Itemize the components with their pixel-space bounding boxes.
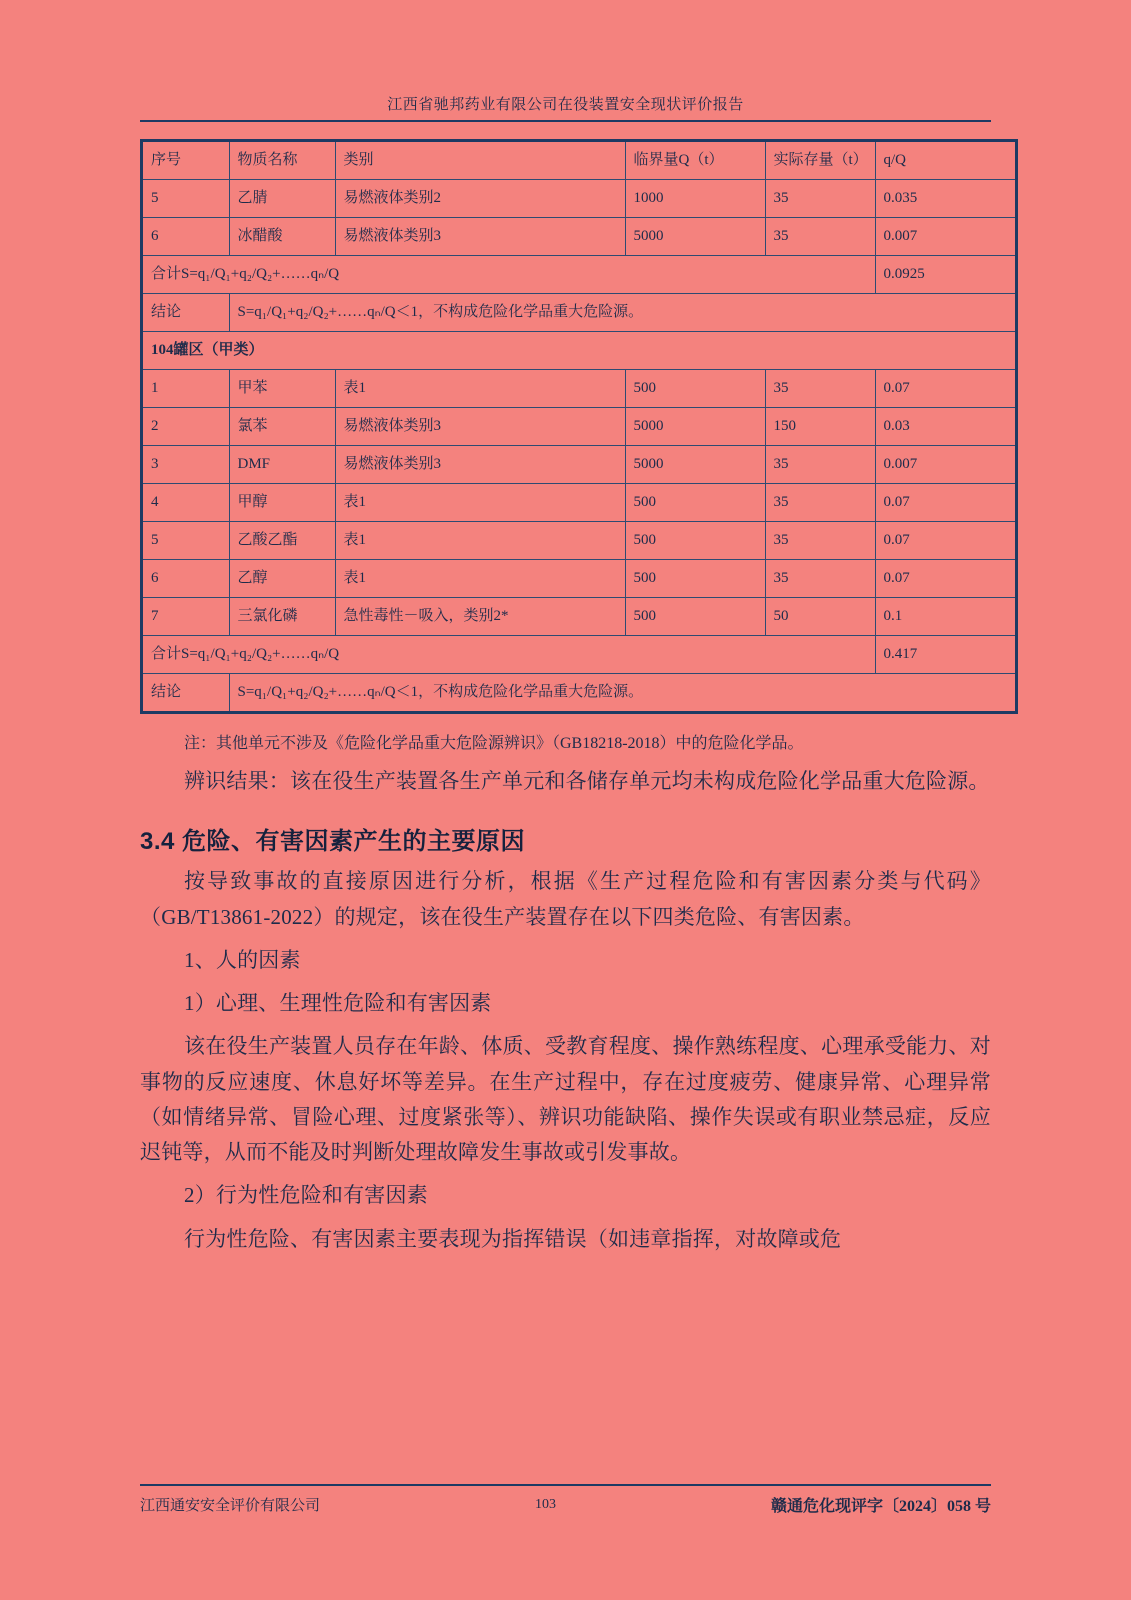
cell-threshold: 500 [625,370,765,408]
cell-conclusion-label: 结论 [143,294,229,332]
cell-substance: 氯苯 [229,408,335,446]
table-row [143,446,1015,484]
cell-ratio: 0.007 [875,218,1015,256]
cell-substance: 三氯化磷 [229,598,335,636]
table-row [143,560,1015,598]
cell-threshold: 500 [625,598,765,636]
cell-ratio: 0.035 [875,180,1015,218]
cell-ratio: 0.07 [875,484,1015,522]
cell-actual: 35 [765,522,875,560]
page-header [140,0,991,122]
cell-ratio: 0.007 [875,446,1015,484]
cell-ratio: 0.07 [875,560,1015,598]
cell-substance: 乙腈 [229,180,335,218]
cell-threshold: 500 [625,560,765,598]
table-conclusion-row [143,294,1015,332]
cell-sum-label: 合计S=q₁/Q₁+q₂/Q₂+……qₙ/Q [143,256,875,294]
paragraph-1: 按导致事故的直接原因进行分析，根据《生产过程危险和有害因素分类与代码》（GB/T13861-2022）的规定，该在役生产装置存在以下四类危险、有害因素。 [140,869,991,929]
cell-threshold: 1000 [625,180,765,218]
table-row [143,522,1015,560]
cell-index: 1 [143,370,229,408]
cell-threshold: 500 [625,484,765,522]
column-header: 类别 [335,142,625,180]
footer-company: 江西通安安全评价有限公司 [140,1498,321,1514]
cell-section-title: 104罐区（甲类） [143,332,1015,370]
table-header-row [143,142,1015,180]
cell-category: 易燃液体类别3 [335,408,625,446]
table-sum-row [143,256,1015,294]
cell-index: 6 [143,218,229,256]
cell-substance: 乙醇 [229,560,335,598]
cell-category: 急性毒性－吸入，类别2* [335,598,625,636]
cell-substance: 冰醋酸 [229,218,335,256]
cell-ratio: 0.07 [875,370,1015,408]
table-row [143,598,1015,636]
cell-category: 易燃液体类别2 [335,180,625,218]
column-header: 临界量Q（t） [625,142,765,180]
cell-actual: 35 [765,180,875,218]
hazard-table [143,142,1015,711]
footer-document-number: 赣通危化现评字〔2024〕058 号 [770,1498,991,1515]
cell-index: 5 [143,522,229,560]
cell-category: 表1 [335,370,625,408]
cell-ratio: 0.1 [875,598,1015,636]
cell-actual: 35 [765,560,875,598]
cell-ratio: 0.07 [875,522,1015,560]
paragraph-4: 该在役生产装置人员存在年龄、体质、受教育程度、操作熟练程度、心理承受能力、对事物的反应速度、休息好坏等差异。在生产过程中，存在过度疲劳、健康异常、心理异常（如情绪异常、冒险心理、过度紧张等）、辨识功能缺陷、操作失误或有职业禁忌症，反应迟钝等，从而不能及时判断处理故障发生事故或引发事故。 [140,1034,991,1165]
cell-actual: 35 [765,218,875,256]
cell-conclusion-label: 结论 [143,674,229,712]
table-sum-row [143,636,1015,674]
column-header: q/Q [875,142,1015,180]
table-row [143,484,1015,522]
table-row [143,370,1015,408]
paragraph-2: 1、人的因素 [184,947,301,972]
cell-sum-value: 0.417 [875,636,1015,674]
cell-index: 3 [143,446,229,484]
cell-category: 表1 [335,560,625,598]
table-row [143,180,1015,218]
cell-threshold: 500 [625,522,765,560]
cell-substance: 乙酸乙酯 [229,522,335,560]
cell-ratio: 0.03 [875,408,1015,446]
cell-actual: 35 [765,370,875,408]
cell-threshold: 5000 [625,408,765,446]
table-row [143,218,1015,256]
cell-substance: 甲苯 [229,370,335,408]
cell-sum-value: 0.0925 [875,256,1015,294]
cell-threshold: 5000 [625,446,765,484]
column-header: 序号 [143,142,229,180]
table-section-row [143,332,1015,370]
cell-index: 2 [143,408,229,446]
header-title: 江西省驰邦药业有限公司在役装置安全现状评价报告 [387,97,744,113]
cell-actual: 50 [765,598,875,636]
cell-index: 5 [143,180,229,218]
paragraph-6: 行为性危险、有害因素主要表现为指挥错误（如违章指挥，对故障或危 [184,1226,842,1251]
page-footer [140,1484,991,1516]
cell-index: 4 [143,484,229,522]
cell-category: 易燃液体类别3 [335,218,625,256]
hazard-table-wrapper [140,139,1018,714]
cell-index: 7 [143,598,229,636]
cell-category: 表1 [335,522,625,560]
cell-actual: 35 [765,446,875,484]
table-row [143,408,1015,446]
section-heading: 3.4 危险、有害因素产生的主要原因 [140,828,526,856]
cell-substance: 甲醇 [229,484,335,522]
header-divider [140,120,991,122]
cell-conclusion-text: S=q₁/Q₁+q₂/Q₂+……qₙ/Q＜1，不构成危险化学品重大危险源。 [229,674,1015,712]
cell-conclusion-text: S=q₁/Q₁+q₂/Q₂+……qₙ/Q＜1，不构成危险化学品重大危险源。 [229,294,1015,332]
cell-sum-label: 合计S=q₁/Q₁+q₂/Q₂+……qₙ/Q [143,636,875,674]
cell-substance: DMF [229,446,335,484]
cell-index: 6 [143,560,229,598]
cell-actual: 150 [765,408,875,446]
cell-threshold: 5000 [625,218,765,256]
column-header: 实际存量（t） [765,142,875,180]
paragraph-5: 2）行为性危险和有害因素 [184,1183,428,1208]
cell-actual: 35 [765,484,875,522]
column-header: 物质名称 [229,142,335,180]
cell-category: 易燃液体类别3 [335,446,625,484]
paragraph-result: 辨识结果：该在役生产装置各生产单元和各储存单元均未构成危险化学品重大危险源。 [184,769,990,793]
paragraph-3: 1）心理、生理性危险和有害因素 [184,991,492,1016]
footer-page-number: 103 [535,1496,556,1512]
cell-category: 表1 [335,484,625,522]
table-note: 注：其他单元不涉及《危险化学品重大危险源辨识》（GB18218-2018）中的危险化学品。 [184,735,804,752]
table-conclusion-row [143,674,1015,712]
